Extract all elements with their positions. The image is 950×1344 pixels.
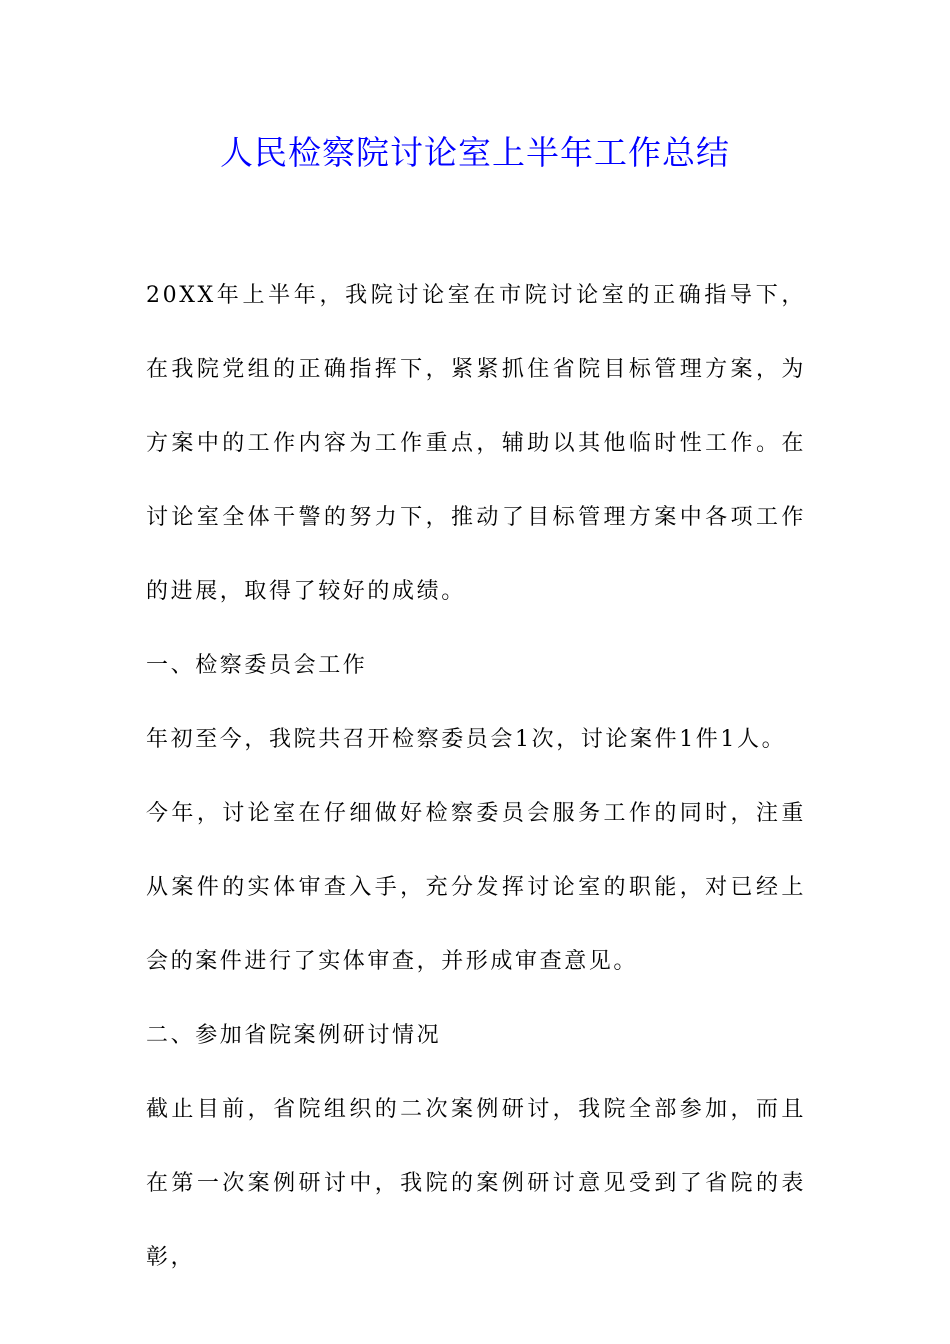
- paragraph-case-study: 截止目前，省院组织的二次案例研讨，我院全部参加，而且在第一次案例研讨中，我院的案例研讨意见受到了省院的表彰，: [146, 1097, 806, 1270]
- paragraph-committee-count: 年初至今，我院共召开检察委员会1次，讨论案件1件1人。: [146, 727, 787, 752]
- section-heading-case-study: 二、参加省院案例研讨情况: [146, 1023, 442, 1048]
- paragraph-committee-review: 今年，讨论室在仔细做好检察委员会服务工作的同时，注重从案件的实体审查入手，充分发挥讨论室的职能，对已经上会的案件进行了实体审查，并形成审查意见。: [146, 801, 806, 974]
- document-title: 人民检察院讨论室上半年工作总结: [220, 133, 730, 172]
- document-body: [146, 259, 806, 1295]
- paragraph-intro: 20XX年上半年，我院讨论室在市院讨论室的正确指导下，在我院党组的正确指挥下，紧紧抓住省院目标管理方案，为方案中的工作内容为工作重点，辅助以其他临时性工作。在讨论室全体干警的努力下，推动了目标管理方案中各项工作的进展，取得了较好的成绩。: [146, 283, 806, 604]
- section-heading-committee: 一、检察委员会工作: [146, 653, 368, 678]
